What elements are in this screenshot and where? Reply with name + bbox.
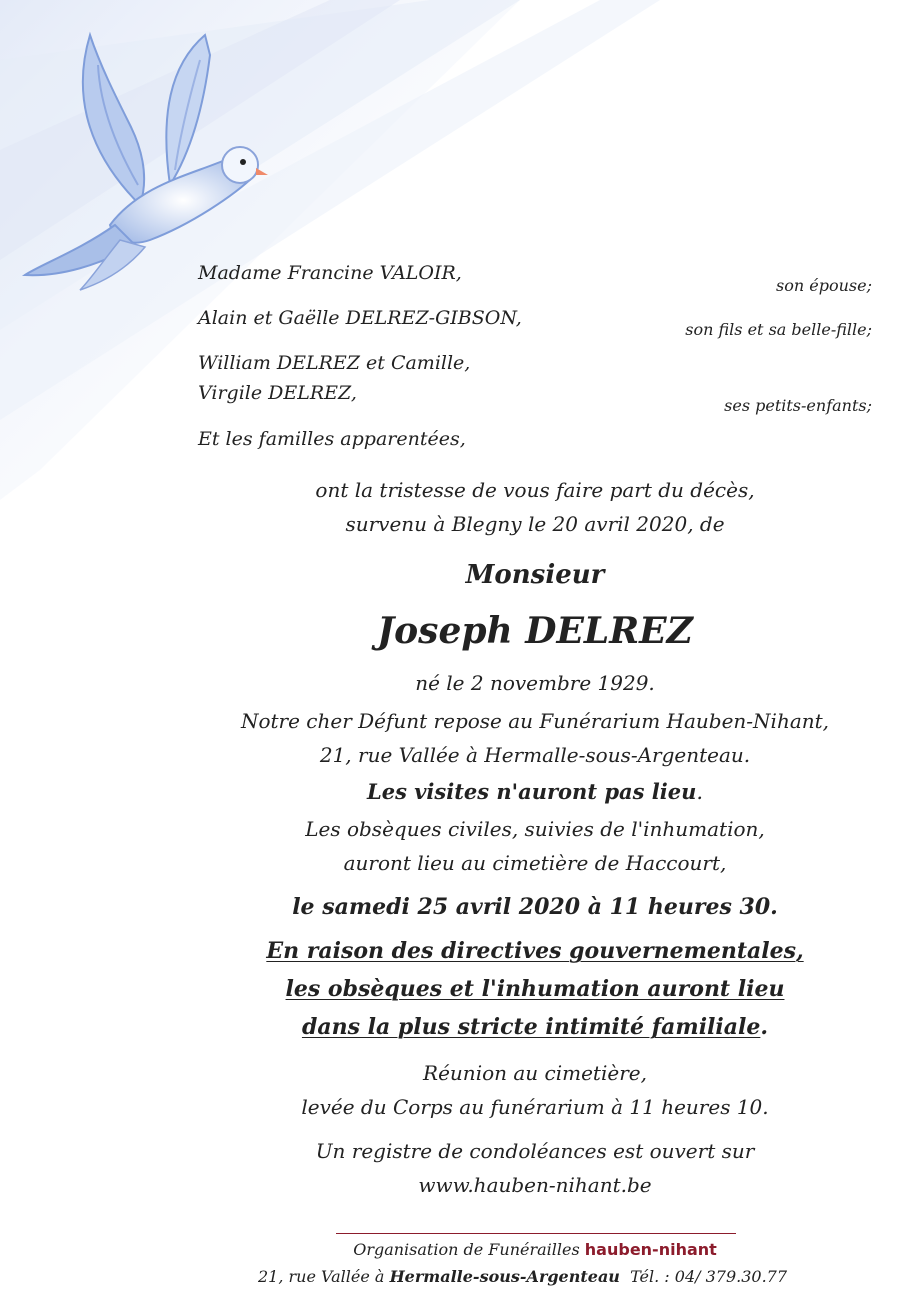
- relation-son: son fils et sa belle-fille;: [685, 320, 872, 339]
- family-member-son: Alain et Gaëlle DELREZ-GIBSON,: [198, 307, 522, 329]
- notice-line-3: dans la plus stricte intimité familiale: [301, 1014, 761, 1040]
- footer-org-prefix: Organisation de Funérailles: [353, 1240, 580, 1259]
- visits-text: Les visites n'auront pas lieu: [366, 779, 697, 804]
- birth-date: né le 2 novembre 1929.: [415, 671, 655, 695]
- visits-notice: [150, 772, 918, 812]
- ceremony-line-1: Les obsèques civiles, suivies de l'inhumation,: [305, 817, 765, 841]
- footer-address: [258, 1267, 787, 1286]
- repose-line-1: Notre cher Défunt repose au Funérarium Hauben-Nihant,: [240, 709, 830, 733]
- notice-line-2: les obsèques et l'inhumation auront lieu: [285, 976, 785, 1002]
- family-member-grandchild-2: Virgile DELREZ,: [198, 382, 357, 404]
- ceremony-date: le samedi 25 avril 2020 à 11 heures 30.: [292, 894, 778, 920]
- visits-punct: .: [696, 780, 704, 804]
- details: [150, 666, 918, 1202]
- announcement: [150, 473, 918, 541]
- deceased-title: [150, 557, 918, 593]
- ceremony-line-2: auront lieu au cimetière de Haccourt,: [343, 851, 727, 875]
- footer-divider: [336, 1233, 736, 1234]
- deceased-honorific: Monsieur: [465, 560, 605, 590]
- dove-icon: [20, 25, 280, 295]
- meeting-line-2: levée du Corps au funérarium à 11 heures 10.: [301, 1095, 769, 1119]
- footer-organisation: [150, 1240, 918, 1259]
- footer-brand-logo: hauben-nihant: [584, 1240, 717, 1259]
- footer-address-city: Hermalle-sous-Argenteau: [389, 1267, 620, 1286]
- family-member-grandchild-1: William DELREZ et Camille,: [198, 352, 471, 374]
- footer-phone: Tél. : 04/ 379.30.77: [630, 1267, 788, 1286]
- notice-punct: .: [760, 1014, 769, 1040]
- repose-line-2: 21, rue Vallée à Hermalle-sous-Argenteau.: [319, 743, 751, 767]
- registry-line-1: Un registre de condoléances est ouvert sur: [315, 1139, 755, 1163]
- relation-spouse: son épouse;: [776, 276, 872, 295]
- meeting-line-1: Réunion au cimetière,: [423, 1061, 647, 1085]
- footer-address-prefix: 21, rue Vallée à: [258, 1267, 385, 1286]
- relation-grandchildren: ses petits-enfants;: [724, 396, 872, 415]
- announcement-line-1: ont la tristesse de vous faire part du décès,: [315, 478, 755, 502]
- family-relatives: Et les familles apparentées,: [198, 428, 466, 450]
- restriction-notice: [150, 932, 918, 1046]
- notice-line-3-wrap: [150, 1008, 918, 1046]
- deceased-name-block: [150, 606, 918, 656]
- deceased-name: Joseph DELREZ: [377, 610, 693, 652]
- announcement-line-2: survenu à Blegny le 20 avril 2020, de: [345, 512, 725, 536]
- registry-link[interactable]: www.hauben-nihant.be: [418, 1173, 652, 1197]
- notice-line-1: En raison des directives gouvernementales,: [266, 938, 804, 964]
- family-member-spouse: Madame Francine VALOIR,: [198, 262, 462, 284]
